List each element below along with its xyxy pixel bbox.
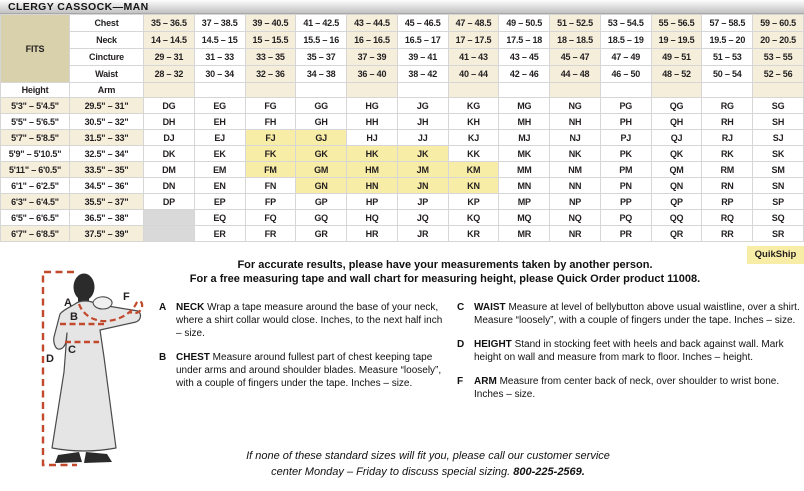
size-cell: GG (296, 98, 347, 114)
size-cell: KQ (448, 210, 499, 226)
fits-value-cell: 33 – 35 (245, 49, 296, 66)
size-cell (144, 226, 195, 242)
spacer-cell (347, 83, 398, 98)
arm-range-cell: 34.5" – 36" (70, 178, 144, 194)
size-cell: GQ (296, 210, 347, 226)
size-cell: SH (753, 114, 804, 130)
height-range-cell: 5'7" – 5'8.5" (1, 130, 70, 146)
height-range-cell: 6'1" – 6'2.5" (1, 178, 70, 194)
size-cell: JH (397, 114, 448, 130)
size-cell: EN (194, 178, 245, 194)
arm-range-cell: 36.5" – 38" (70, 210, 144, 226)
measurement-notes-left (159, 301, 450, 401)
spacer-cell (296, 83, 347, 98)
size-cell: QP (651, 194, 702, 210)
fits-value-cell: 49 – 51 (651, 49, 702, 66)
size-cell: MR (499, 226, 550, 242)
note-letter: F (457, 376, 464, 387)
arm-range-cell: 30.5" – 32" (70, 114, 144, 130)
diagram-label-height: D (46, 353, 54, 365)
size-cell: SK (753, 146, 804, 162)
note-letter: B (159, 352, 167, 363)
fits-value-cell: 57 – 58.5 (702, 15, 753, 32)
height-range-cell: 5'9" – 5'10.5" (1, 146, 70, 162)
size-cell: NK (550, 146, 601, 162)
size-cell: NQ (550, 210, 601, 226)
size-cell: GH (296, 114, 347, 130)
arm-range-cell: 35.5" – 37" (70, 194, 144, 210)
size-cell: RG (702, 98, 753, 114)
height-header-cell: Height (1, 83, 70, 98)
fits-value-cell: 43 – 45 (499, 49, 550, 66)
note-text: NECK Wrap a tape measure around the base of your neck, where a shirt collar would close. Inches, to the next half inch – size. (176, 302, 443, 339)
diagram-label-chest: B (70, 311, 78, 323)
fits-value-cell: 45 – 47 (550, 49, 601, 66)
intro-line-2: For a free measuring tape and wall chart for measuring height, please Quick Order product 11008. (189, 273, 701, 285)
fits-value-cell: 17.5 – 18 (499, 32, 550, 49)
size-cell: PH (600, 114, 651, 130)
size-cell: PK (600, 146, 651, 162)
fits-value-cell: 38 – 42 (397, 66, 448, 83)
size-cell: KG (448, 98, 499, 114)
quikship-badge: QuikShip (747, 246, 804, 264)
measurement-note-chest (159, 351, 450, 390)
size-cell: PN (600, 178, 651, 194)
size-cell: JJ (397, 130, 448, 146)
size-cell: SQ (753, 210, 804, 226)
size-cell: NJ (550, 130, 601, 146)
fits-value-cell: 50 – 54 (702, 66, 753, 83)
height-range-cell: 5'5" – 5'6.5" (1, 114, 70, 130)
size-cell: KP (448, 194, 499, 210)
size-cell: FM (245, 162, 296, 178)
size-cell: DH (144, 114, 195, 130)
measurement-note-height (457, 338, 804, 364)
fits-value-cell: 41 – 43 (448, 49, 499, 66)
fits-row-label: Cincture (70, 49, 144, 66)
size-cell: EP (194, 194, 245, 210)
fits-value-cell: 49 – 50.5 (499, 15, 550, 32)
measurement-notes-right (457, 301, 804, 412)
size-cell: HH (347, 114, 398, 130)
spacer-cell (397, 83, 448, 98)
diagram-label-arm: F (123, 291, 130, 303)
note-text: CHEST Measure around fullest part of chest keeping tape under arms and around shoulder blades. Measure “loosely”, with a couple of fingers under the tape. Inches – size. (176, 352, 442, 389)
fits-value-cell: 14.5 – 15 (194, 32, 245, 49)
size-cell: DN (144, 178, 195, 194)
fits-value-cell: 36 – 40 (347, 66, 398, 83)
size-cell: DK (144, 146, 195, 162)
size-cell: EJ (194, 130, 245, 146)
size-cell: HG (347, 98, 398, 114)
arm-range-cell: 32.5" – 34" (70, 146, 144, 162)
fits-value-cell: 15 – 15.5 (245, 32, 296, 49)
size-cell: FJ (245, 130, 296, 146)
size-cell: NH (550, 114, 601, 130)
note-letter: D (457, 339, 465, 350)
size-cell: EG (194, 98, 245, 114)
size-cell: MG (499, 98, 550, 114)
fits-value-cell: 59 – 60.5 (753, 15, 804, 32)
fits-cell: FITS (1, 15, 70, 83)
size-cell: RQ (702, 210, 753, 226)
size-cell: QR (651, 226, 702, 242)
size-cell: RK (702, 146, 753, 162)
size-cell: PJ (600, 130, 651, 146)
measurement-note-waist (457, 301, 804, 327)
fits-value-cell: 30 – 34 (194, 66, 245, 83)
size-cell: GR (296, 226, 347, 242)
height-range-cell: 5'3" – 5'4.5" (1, 98, 70, 114)
size-cell: FQ (245, 210, 296, 226)
size-cell: SJ (753, 130, 804, 146)
note-text: WAIST Measure at level of bellybutton above usual waistline, over a shirt. Measure “loosely”, with a couple of fingers under the tape. Inches – size. (474, 302, 800, 326)
size-cell: RM (702, 162, 753, 178)
size-cell: ER (194, 226, 245, 242)
size-cell: SN (753, 178, 804, 194)
size-cell: KN (448, 178, 499, 194)
size-cell: NR (550, 226, 601, 242)
fits-value-cell: 19.5 – 20 (702, 32, 753, 49)
size-cell: HM (347, 162, 398, 178)
fits-value-cell: 35 – 36.5 (144, 15, 195, 32)
size-cell: GJ (296, 130, 347, 146)
size-cell: SM (753, 162, 804, 178)
fits-value-cell: 53 – 55 (753, 49, 804, 66)
fits-value-cell: 16 – 16.5 (347, 32, 398, 49)
size-cell: MK (499, 146, 550, 162)
size-cell: MN (499, 178, 550, 194)
spacer-cell (753, 83, 804, 98)
arm-header-cell: Arm (70, 83, 144, 98)
size-cell: JP (397, 194, 448, 210)
size-cell: MH (499, 114, 550, 130)
size-cell: PR (600, 226, 651, 242)
fits-value-cell: 16.5 – 17 (397, 32, 448, 49)
fits-value-cell: 35 – 37 (296, 49, 347, 66)
height-range-cell: 5'11" – 6'0.5" (1, 162, 70, 178)
height-range-cell: 6'3" – 6'4.5" (1, 194, 70, 210)
fits-value-cell: 42 – 46 (499, 66, 550, 83)
size-cell: FK (245, 146, 296, 162)
spacer-cell (499, 83, 550, 98)
fits-value-cell: 55 – 56.5 (651, 15, 702, 32)
footer-line-2: center Monday – Friday to discuss special sizing. 800-225-2569. (271, 466, 585, 478)
size-cell: JR (397, 226, 448, 242)
size-cell: RJ (702, 130, 753, 146)
size-cell: MM (499, 162, 550, 178)
size-cell: HJ (347, 130, 398, 146)
size-cell: RR (702, 226, 753, 242)
size-cell: GP (296, 194, 347, 210)
size-cell: RH (702, 114, 753, 130)
fits-value-cell: 41 – 42.5 (296, 15, 347, 32)
spacer-cell (600, 83, 651, 98)
size-cell: KM (448, 162, 499, 178)
hand-shape (93, 297, 112, 309)
size-cell: NN (550, 178, 601, 194)
size-cell: JN (397, 178, 448, 194)
size-cell: SP (753, 194, 804, 210)
fits-value-cell: 20 – 20.5 (753, 32, 804, 49)
size-cell (144, 210, 195, 226)
fits-value-cell: 15.5 – 16 (296, 32, 347, 49)
size-cell: HP (347, 194, 398, 210)
size-cell: DP (144, 194, 195, 210)
fits-value-cell: 47 – 48.5 (448, 15, 499, 32)
size-cell: QG (651, 98, 702, 114)
spacer-cell (144, 83, 195, 98)
size-cell: QH (651, 114, 702, 130)
note-letter: A (159, 302, 167, 313)
size-cell: HR (347, 226, 398, 242)
spacer-cell (194, 83, 245, 98)
fits-value-cell: 18.5 – 19 (600, 32, 651, 49)
size-cell: QM (651, 162, 702, 178)
fits-value-cell: 53 – 54.5 (600, 15, 651, 32)
size-cell: PG (600, 98, 651, 114)
height-range-cell: 6'7" – 6'8.5" (1, 226, 70, 242)
footer-note (52, 448, 804, 480)
size-cell: EM (194, 162, 245, 178)
fits-value-cell: 51 – 52.5 (550, 15, 601, 32)
size-cell: JK (397, 146, 448, 162)
fits-value-cell: 44 – 48 (550, 66, 601, 83)
fits-value-cell: 31 – 33 (194, 49, 245, 66)
note-text: ARM Measure from center back of neck, over shoulder to wrist bone. Inches – size. (474, 376, 780, 400)
fits-value-cell: 46 – 50 (600, 66, 651, 83)
page-title: CLERGY CASSOCK—MAN (0, 0, 804, 14)
size-cell: SG (753, 98, 804, 114)
fits-value-cell: 29 – 31 (144, 49, 195, 66)
arm-range-cell: 31.5" – 33" (70, 130, 144, 146)
fits-value-cell: 47 – 49 (600, 49, 651, 66)
intro-line-1: For accurate results, please have your measurements taken by another person. (237, 259, 653, 271)
size-cell: NG (550, 98, 601, 114)
size-cell: FR (245, 226, 296, 242)
size-cell: MJ (499, 130, 550, 146)
size-cell: EK (194, 146, 245, 162)
size-cell: PQ (600, 210, 651, 226)
fits-value-cell: 43 – 44.5 (347, 15, 398, 32)
arm-range-cell: 37.5" – 39" (70, 226, 144, 242)
size-table (0, 14, 804, 242)
size-cell: JQ (397, 210, 448, 226)
intro-text (86, 258, 804, 286)
measurement-note-neck (159, 301, 450, 340)
note-text: HEIGHT Stand in stocking feet with heels and back against wall. Mark height on wall and measure from mark to floor. Inches – height. (474, 339, 784, 363)
size-cell: SR (753, 226, 804, 242)
size-cell: QQ (651, 210, 702, 226)
fits-value-cell: 48 – 52 (651, 66, 702, 83)
fits-value-cell: 17 – 17.5 (448, 32, 499, 49)
fits-value-cell: 37 – 39 (347, 49, 398, 66)
spacer-cell (702, 83, 753, 98)
fits-value-cell: 14 – 14.5 (144, 32, 195, 49)
size-cell: GK (296, 146, 347, 162)
size-cell: MQ (499, 210, 550, 226)
fits-row-label: Neck (70, 32, 144, 49)
size-cell: QK (651, 146, 702, 162)
size-cell: DJ (144, 130, 195, 146)
size-cell: FH (245, 114, 296, 130)
note-letter: C (457, 302, 465, 313)
size-cell: RN (702, 178, 753, 194)
fits-value-cell: 45 – 46.5 (397, 15, 448, 32)
fits-value-cell: 40 – 44 (448, 66, 499, 83)
size-cell: GN (296, 178, 347, 194)
size-cell: KK (448, 146, 499, 162)
diagram-label-neck: A (64, 297, 72, 309)
spacer-cell (550, 83, 601, 98)
fits-value-cell: 18 – 18.5 (550, 32, 601, 49)
size-cell: MP (499, 194, 550, 210)
spacer-cell (651, 83, 702, 98)
fits-value-cell: 52 – 56 (753, 66, 804, 83)
size-cell: FN (245, 178, 296, 194)
size-cell: HN (347, 178, 398, 194)
size-cell: GM (296, 162, 347, 178)
size-cell: DM (144, 162, 195, 178)
size-cell: RP (702, 194, 753, 210)
size-cell: QN (651, 178, 702, 194)
spacer-cell (448, 83, 499, 98)
fits-row-label: Chest (70, 15, 144, 32)
fits-value-cell: 32 – 36 (245, 66, 296, 83)
size-cell: QJ (651, 130, 702, 146)
arm-range-cell: 29.5" – 31" (70, 98, 144, 114)
fits-value-cell: 39 – 41 (397, 49, 448, 66)
phone-number: 800-225-2569. (513, 466, 585, 478)
size-cell: EQ (194, 210, 245, 226)
size-cell: FG (245, 98, 296, 114)
fits-value-cell: 37 – 38.5 (194, 15, 245, 32)
size-cell: HQ (347, 210, 398, 226)
fits-value-cell: 19 – 19.5 (651, 32, 702, 49)
fits-value-cell: 34 – 38 (296, 66, 347, 83)
fits-row-label: Waist (70, 66, 144, 83)
size-cell: KR (448, 226, 499, 242)
size-cell: PM (600, 162, 651, 178)
size-cell: EH (194, 114, 245, 130)
size-cell: HK (347, 146, 398, 162)
footer-line-1: If none of these standard sizes will fit you, please call our customer service (246, 450, 610, 462)
size-cell: KH (448, 114, 499, 130)
size-cell: JG (397, 98, 448, 114)
fits-value-cell: 28 – 32 (144, 66, 195, 83)
diagram-label-waist: C (68, 344, 76, 356)
size-cell: KJ (448, 130, 499, 146)
size-cell: JM (397, 162, 448, 178)
size-cell: DG (144, 98, 195, 114)
fits-value-cell: 51 – 53 (702, 49, 753, 66)
spacer-cell (245, 83, 296, 98)
size-cell: FP (245, 194, 296, 210)
size-cell: NM (550, 162, 601, 178)
size-cell: PP (600, 194, 651, 210)
size-cell: NP (550, 194, 601, 210)
height-range-cell: 6'5" – 6'6.5" (1, 210, 70, 226)
arm-range-cell: 33.5" – 35" (70, 162, 144, 178)
fits-value-cell: 39 – 40.5 (245, 15, 296, 32)
measurement-note-arm (457, 375, 804, 401)
